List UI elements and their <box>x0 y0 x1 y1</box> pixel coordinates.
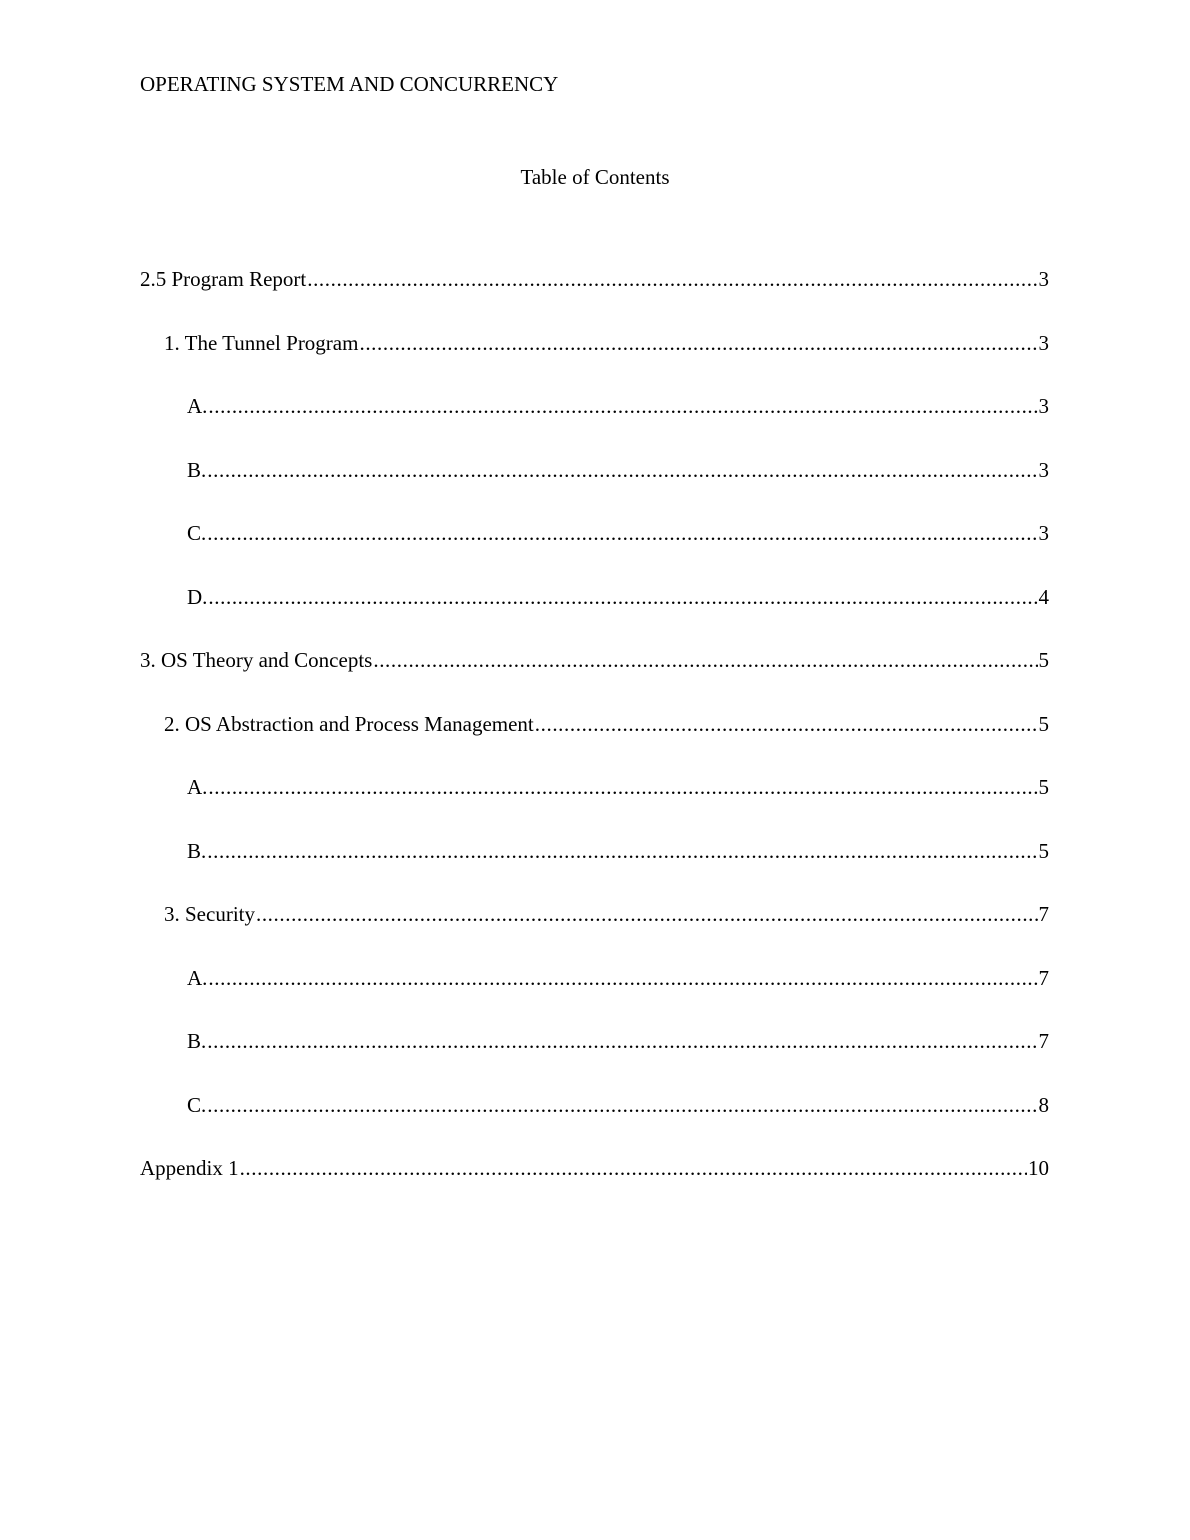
toc-page-number: 5 <box>1038 838 1049 863</box>
toc-page-number: 3 <box>1038 457 1049 482</box>
toc-entry[interactable] <box>140 1027 1049 1091</box>
toc-entry-text: C. <box>187 1092 207 1117</box>
toc-entry[interactable] <box>140 1091 1049 1155</box>
toc-dot-leader <box>373 646 1037 674</box>
toc-dot-leader <box>535 710 1038 738</box>
toc-entry-text: 1. The Tunnel Program <box>164 330 359 355</box>
toc-entry[interactable] <box>140 265 1049 329</box>
toc-page-number: 10 <box>1028 1156 1049 1180</box>
toc-entry[interactable] <box>140 392 1049 456</box>
toc-dot-leader <box>208 392 1037 420</box>
toc-entry-text: A. <box>187 394 208 418</box>
toc-entry-text: D. <box>187 584 208 609</box>
toc-dot-leader <box>240 1154 1027 1182</box>
toc-entry[interactable] <box>140 964 1049 1028</box>
toc-entry[interactable] <box>140 900 1049 964</box>
toc-entry-text: B. <box>187 457 207 482</box>
toc-entry-text: C. <box>187 521 207 545</box>
toc-page-number: 5 <box>1038 711 1049 736</box>
toc-entry[interactable] <box>140 773 1049 837</box>
toc-dot-leader <box>208 583 1037 611</box>
toc-page-number: 8 <box>1038 1092 1049 1117</box>
toc-entry[interactable] <box>140 329 1049 393</box>
toc-dot-leader <box>256 900 1038 928</box>
toc-page-number: 5 <box>1038 648 1049 672</box>
toc-entry-text: 3. Security <box>164 902 255 926</box>
toc-entry-text: A. <box>187 775 208 799</box>
toc-dot-leader <box>307 265 1037 293</box>
toc-dot-leader <box>207 837 1037 865</box>
toc-entry[interactable] <box>140 710 1049 774</box>
toc-dot-leader <box>207 519 1037 547</box>
toc-dot-leader <box>208 773 1037 801</box>
toc-entry-text: B. <box>187 1029 207 1053</box>
toc-entry[interactable] <box>140 1154 1049 1218</box>
toc-entry-text: 3. OS Theory and Concepts <box>140 648 373 672</box>
toc-page-number: 4 <box>1038 584 1049 609</box>
toc-dot-leader <box>207 456 1037 484</box>
toc-entry-text: A. <box>187 965 208 990</box>
toc-entry-text: Appendix 1 <box>140 1156 239 1180</box>
toc-title: Table of Contents <box>520 165 670 189</box>
toc-dot-leader <box>208 964 1037 992</box>
toc-entry[interactable] <box>140 646 1049 710</box>
toc-page-number: 3 <box>1038 267 1049 291</box>
toc-dot-leader <box>359 329 1037 357</box>
toc-entry[interactable] <box>140 456 1049 520</box>
toc-page-number: 5 <box>1038 775 1049 799</box>
toc-page-number: 3 <box>1038 394 1049 418</box>
running-head: OPERATING SYSTEM AND CONCURRENCY <box>140 72 559 96</box>
toc-entry[interactable] <box>140 519 1049 583</box>
toc-entry-text: B. <box>187 838 207 863</box>
toc-entry[interactable] <box>140 583 1049 647</box>
toc-entry-text: 2. OS Abstraction and Process Management <box>164 711 534 736</box>
table-of-contents <box>140 265 1049 1218</box>
toc-dot-leader <box>207 1027 1037 1055</box>
toc-page-number: 3 <box>1038 521 1049 545</box>
toc-entry[interactable] <box>140 837 1049 901</box>
toc-page-number: 7 <box>1038 1029 1049 1053</box>
toc-entry-text: 2.5 Program Report <box>140 267 307 291</box>
toc-page-number: 7 <box>1038 965 1049 990</box>
toc-dot-leader <box>207 1091 1037 1119</box>
toc-page-number: 3 <box>1038 330 1049 355</box>
toc-page-number: 7 <box>1038 902 1049 926</box>
